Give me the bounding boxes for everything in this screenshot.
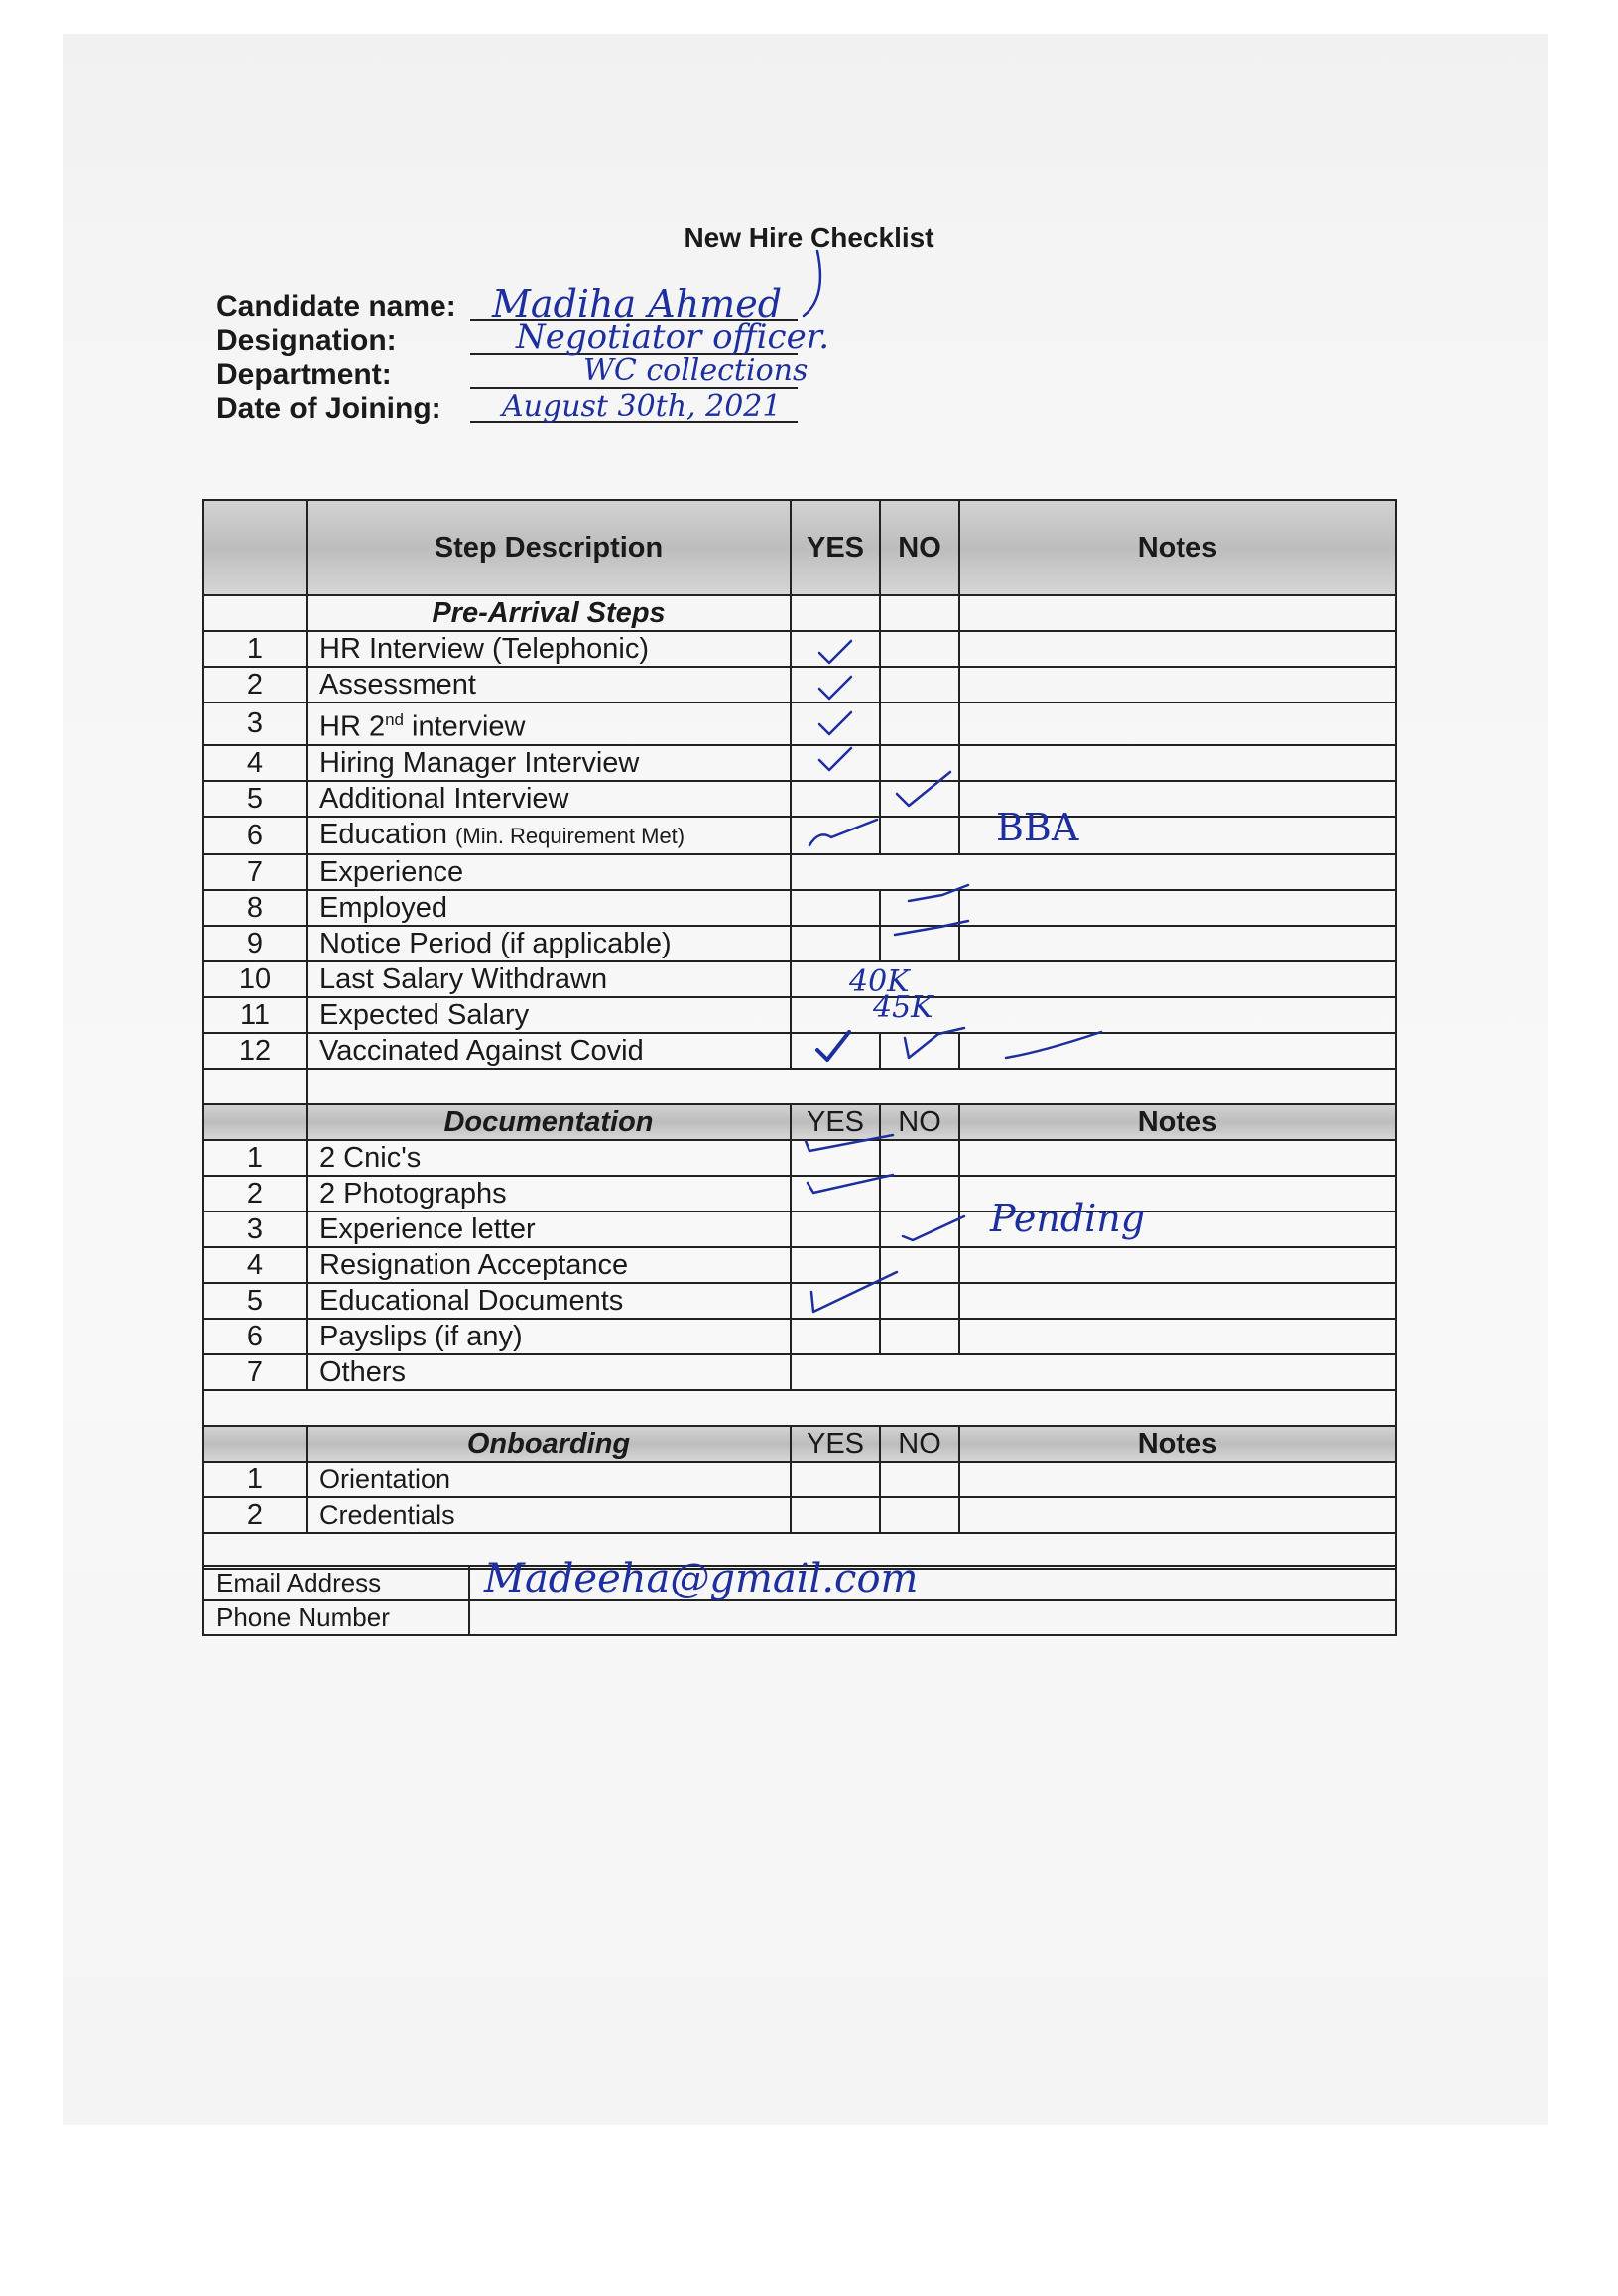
row-description: HR Interview (Telephonic) [307, 631, 791, 667]
candidate-name-value: Madiha Ahmed [492, 282, 783, 325]
section-title-pre-arrival: Pre-Arrival Steps [307, 595, 791, 631]
row-number: 1 [203, 1140, 307, 1176]
check-mark-icon [903, 1216, 964, 1240]
check-mark-icon [1006, 1032, 1101, 1058]
row-description: Experience [307, 854, 791, 890]
header-yes: YES [791, 500, 880, 595]
check-mark-icon [905, 1028, 964, 1058]
row-number: 4 [203, 745, 307, 781]
check-mark-icon [819, 677, 851, 699]
date-of-joining-label: Date of Joining: [216, 392, 441, 425]
header-notes: Notes [959, 1104, 1396, 1140]
row-number: 2 [203, 667, 307, 702]
email-label: Email Address [203, 1566, 469, 1600]
row-description: Experience letter [307, 1212, 791, 1247]
experience-letter-note: Pending [990, 1197, 1146, 1240]
expected-salary-note: 45K [873, 990, 933, 1025]
row-description: Orientation [307, 1462, 791, 1497]
pen-stroke [804, 251, 820, 316]
header-notes: Notes [959, 500, 1396, 595]
check-mark-icon [819, 712, 851, 734]
row-number: 7 [203, 1354, 307, 1390]
row-description: Expected Salary [307, 997, 791, 1033]
section-title-onboarding: Onboarding [307, 1426, 791, 1462]
row-description: Others [307, 1354, 791, 1390]
department-label: Department: [216, 358, 392, 391]
department-value: WC collections [583, 353, 809, 388]
check-mark-icon [806, 1135, 893, 1151]
row-description-text: HR 2 [319, 710, 386, 743]
check-mark-icon [819, 748, 851, 770]
row-description: Last Salary Withdrawn [307, 961, 791, 997]
row-number: 9 [203, 926, 307, 961]
check-mark-icon [811, 1272, 897, 1312]
check-mark-icon [909, 885, 968, 901]
section-title-documentation: Documentation [307, 1104, 791, 1140]
designation-value: Negotiator officer. [516, 318, 830, 357]
row-number: 7 [203, 854, 307, 890]
check-mark-icon [819, 641, 851, 663]
header-no: NO [880, 1426, 959, 1462]
document-title: New Hire Checklist [684, 222, 934, 253]
row-description: Payslips (if any) [307, 1319, 791, 1354]
row-description: Hiring Manager Interview [307, 745, 791, 781]
row-number: 12 [203, 1033, 307, 1069]
row-description: 2 Cnic's [307, 1140, 791, 1176]
row-number: 5 [203, 1283, 307, 1319]
check-mark-icon [897, 772, 950, 806]
row-description-text: Education [319, 818, 456, 850]
row-description-tail: interview [404, 710, 526, 743]
header-yes: YES [791, 1104, 880, 1140]
row-description: Credentials [307, 1497, 791, 1533]
education-note: BBA [996, 806, 1079, 849]
header-no: NO [880, 1104, 959, 1140]
row-number: 1 [203, 631, 307, 667]
row-description: Vaccinated Against Covid [307, 1033, 791, 1069]
row-description: Employed [307, 890, 791, 926]
row-description: Educational Documents [307, 1283, 791, 1319]
row-number: 4 [203, 1247, 307, 1283]
designation-label: Designation: [216, 324, 397, 357]
row-number: 10 [203, 961, 307, 997]
header-yes: YES [791, 1426, 880, 1462]
date-of-joining-value: August 30th, 2021 [502, 389, 782, 424]
row-number: 8 [203, 890, 307, 926]
row-number: 6 [203, 1319, 307, 1354]
row-number: 5 [203, 781, 307, 817]
row-number: 3 [203, 702, 307, 745]
check-mark-icon [808, 1175, 893, 1193]
row-number: 2 [203, 1176, 307, 1212]
email-value: Madeeha@gmail.com [484, 1556, 919, 1601]
row-description: Notice Period (if applicable) [307, 926, 791, 961]
phone-label: Phone Number [203, 1600, 469, 1635]
check-mark-icon [809, 820, 877, 845]
row-description: 2 Photographs [307, 1176, 791, 1212]
ordinal-suffix: nd [385, 710, 404, 729]
row-number: 6 [203, 817, 307, 854]
header-no: NO [880, 500, 959, 595]
row-description-qualifier: (Min. Requirement Met) [455, 823, 685, 848]
row-description: Additional Interview [307, 781, 791, 817]
check-mark-icon [817, 1032, 849, 1060]
check-mark-icon [895, 921, 968, 935]
candidate-name-label: Candidate name: [216, 290, 456, 322]
row-number: 1 [203, 1462, 307, 1497]
row-description: Resignation Acceptance [307, 1247, 791, 1283]
row-number: 11 [203, 997, 307, 1033]
header-notes: Notes [959, 1426, 1396, 1462]
last-salary-note: 40K [849, 964, 910, 999]
row-description: Assessment [307, 667, 791, 702]
header-step-description: Step Description [307, 500, 791, 595]
row-number: 3 [203, 1212, 307, 1247]
row-number: 2 [203, 1497, 307, 1533]
